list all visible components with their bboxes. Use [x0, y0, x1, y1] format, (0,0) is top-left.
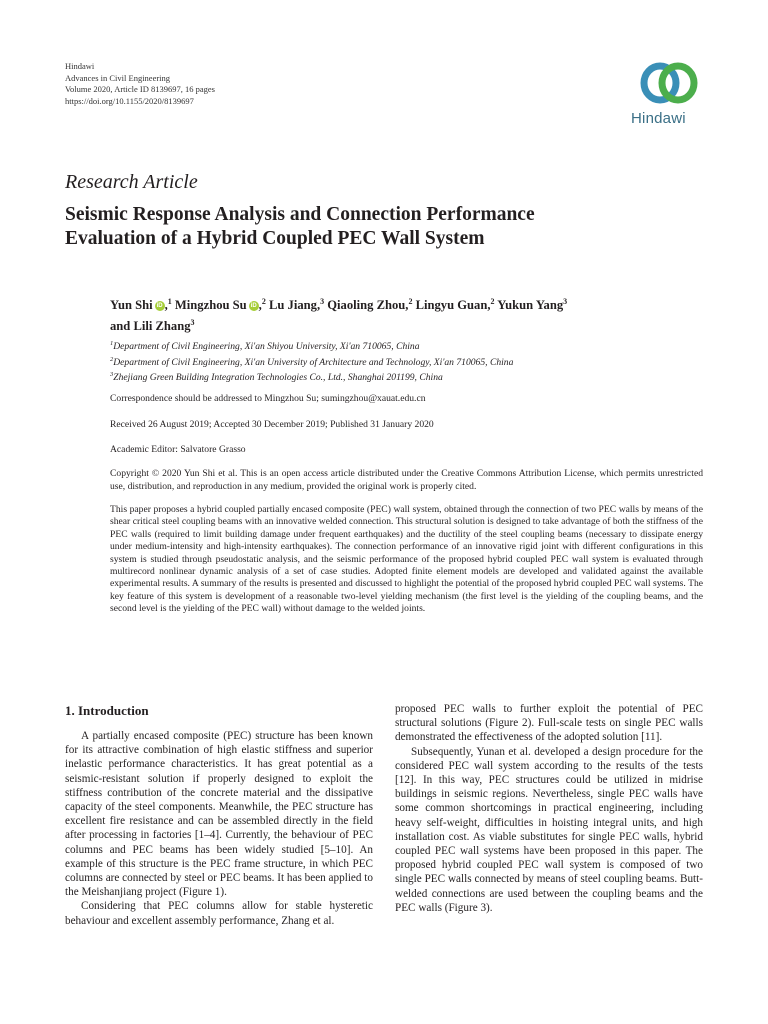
- title-line: Seismic Response Analysis and Connection Performance: [65, 204, 535, 225]
- article-type: Research Article: [65, 171, 198, 193]
- hindawi-logo: [631, 60, 709, 127]
- paragraph: Subsequently, Yunan et al. developed a design procedure for the considered PEC wall system according to the results of the tests [12]. In this way, PEC structures could be utilized in midrise buildings in seismic regions. Nevertheless, single PEC walls have some common shortcomings in practical engineering, including heavy self-weight, difficulties in hoisting integral units, and high installation cost. As viable substitutes for single PEC walls, hybrid coupled PEC wall systems have been proposed in this paper. The proposed hybrid coupled PEC wall system is composed of two single PEC walls connected by means of steel coupling beams. Butt-welded connections are used between the coupling beams and the PEC walls (Figure 3).: [395, 745, 703, 914]
- journal-name: Advances in Civil Engineering: [65, 72, 171, 83]
- affiliation-marker: 3: [190, 318, 195, 328]
- affiliation: $^2$Department of Civil Engineering, Xi'an University of Architecture and Technology, Xi'an 710065, China: [110, 355, 514, 368]
- author-name: Lingyu Guan: [415, 298, 488, 313]
- orcid-icon[interactable]: iD: [250, 303, 257, 310]
- affiliation-marker: 3: [320, 297, 325, 306]
- logo-text: Hindawi: [631, 110, 686, 127]
- affiliation-marker: 3: [563, 297, 568, 306]
- affiliations: [110, 338, 710, 385]
- publication-info: [65, 61, 215, 107]
- paragraph: A partially encased composite (PEC) structure has been known for its attractive combination of high elastic stiffness and superior inelastic performance characteristics. It has great potential as a seismic-resistant solution if properly designed to exploit the stiffness contribution of the concrete material and the dissipative capacity of the steel components. Meanwhile, the PEC structure has excellent fire resistance and can be assembled directly in the field after processing in factories [1–4]. Currently, the behaviour of PEC columns and PEC beams has been widely studied [5–10]. An example of this structure is the PEC frame structure, in which PEC columns are connected by steel or PEC beams. It has been applied to the Meishanjiang project (Figure 1).: [65, 730, 373, 899]
- paragraph: proposed PEC walls to further exploit the potential of PEC structural solutions (Figure 2). Full-scale tests on single PEC walls demonstrated the effectiveness of the adopted solution [11].: [395, 703, 703, 744]
- publication-dates: Received 26 August 2019; Accepted 30 December 2019; Published 31 January 2020: [110, 419, 434, 430]
- affiliation-marker: 1: [167, 297, 172, 306]
- section-heading: 1. Introduction: [65, 703, 149, 718]
- author-name: Mingzhou Su: [174, 298, 247, 313]
- title-line: Evaluation of a Hybrid Coupled PEC Wall System: [65, 228, 485, 249]
- affiliation: $^1$Department of Civil Engineering, Xi'an Shiyou University, Xi'an 710065, China: [110, 340, 420, 353]
- publisher-name: Hindawi: [65, 61, 95, 71]
- volume-line: Volume 2020, Article ID 8139697, 16 pages: [65, 84, 215, 94]
- copyright-notice: Copyright © 2020 Yun Shi et al. This is an open access article distributed under the Creative Commons Attribution License, which permits unrestricted use, distribution, and reproduction in any medium, provided the original work is properly cited.: [110, 468, 703, 492]
- affiliation: $^3$Zhejiang Green Building Integration Technologies Co., Ltd., Shanghai 201199, China: [110, 371, 443, 384]
- author-name: and Lili Zhang: [110, 319, 191, 334]
- academic-editor: Academic Editor: Salvatore Grasso: [110, 444, 246, 455]
- correspondence: Correspondence should be addressed to Mingzhou Su; sumingzhou@xauat.edu.cn: [110, 393, 426, 404]
- paper-title: [65, 203, 685, 251]
- affiliation-marker: 2: [261, 297, 266, 306]
- affiliation-marker: 2: [408, 297, 413, 306]
- author-name: Lu Jiang: [268, 298, 317, 313]
- author-name: Yun Shi: [110, 298, 153, 313]
- body-column-right: [395, 702, 703, 915]
- author-name: Yukun Yang: [497, 298, 564, 313]
- paragraph: Considering that PEC columns allow for stable hysteretic behaviour and excellent assembly performance, Zhang et al.: [65, 900, 373, 927]
- abstract: This paper proposes a hybrid coupled partially encased composite (PEC) wall system, obtained through the connection of two PEC walls by means of the shear critical steel coupling beams with an innovative welded connection. This structural solution is designed to take advantage of both the stiffness of the PEC walls (required to limit building damage under frequent earthquakes) and the ductility of the steel coupling beams (necessary to dissipate energy under medium-intensity and high-intensity earthquakes). The connection performance of an innovative rigid joint with different configurations in this system is studied through pseudostatic analysis, and the seismic performance of the proposed hybrid coupled PEC wall system is evaluated through multirecord nonlinear dynamic analysis of a set of case studies. Adopted finite element models are developed and validated against the available experimental results. A summary of the results is presented and discussed to highlight the potential of the proposed hybrid coupled PEC wall systems. The key feature of this system is development of a reasonable two-level yielding mechanism (the first level is the yielding of the coupling beams, and the second level is the yielding of the PEC wall) without damage to the welded joints.: [110, 504, 703, 615]
- doi-link[interactable]: https://doi.org/10.1155/2020/8139697: [65, 95, 194, 106]
- orcid-icon[interactable]: iD: [156, 303, 163, 310]
- author-list: Yun Shi iD ,$^1$ Mingzhou Su iD ,$^2$ Lu Jiang,$^3$ Qiaoling Zhou,$^2$ Lingyu Guan,$^2$ Yukun Yang$^3$ and Lili Zhang$^3$: [110, 297, 568, 334]
- author-name: Qiaoling Zhou: [327, 298, 406, 313]
- hindawi-rings-icon: [638, 60, 700, 106]
- affiliation-marker: 2: [490, 297, 495, 306]
- body-column-left: [65, 729, 373, 928]
